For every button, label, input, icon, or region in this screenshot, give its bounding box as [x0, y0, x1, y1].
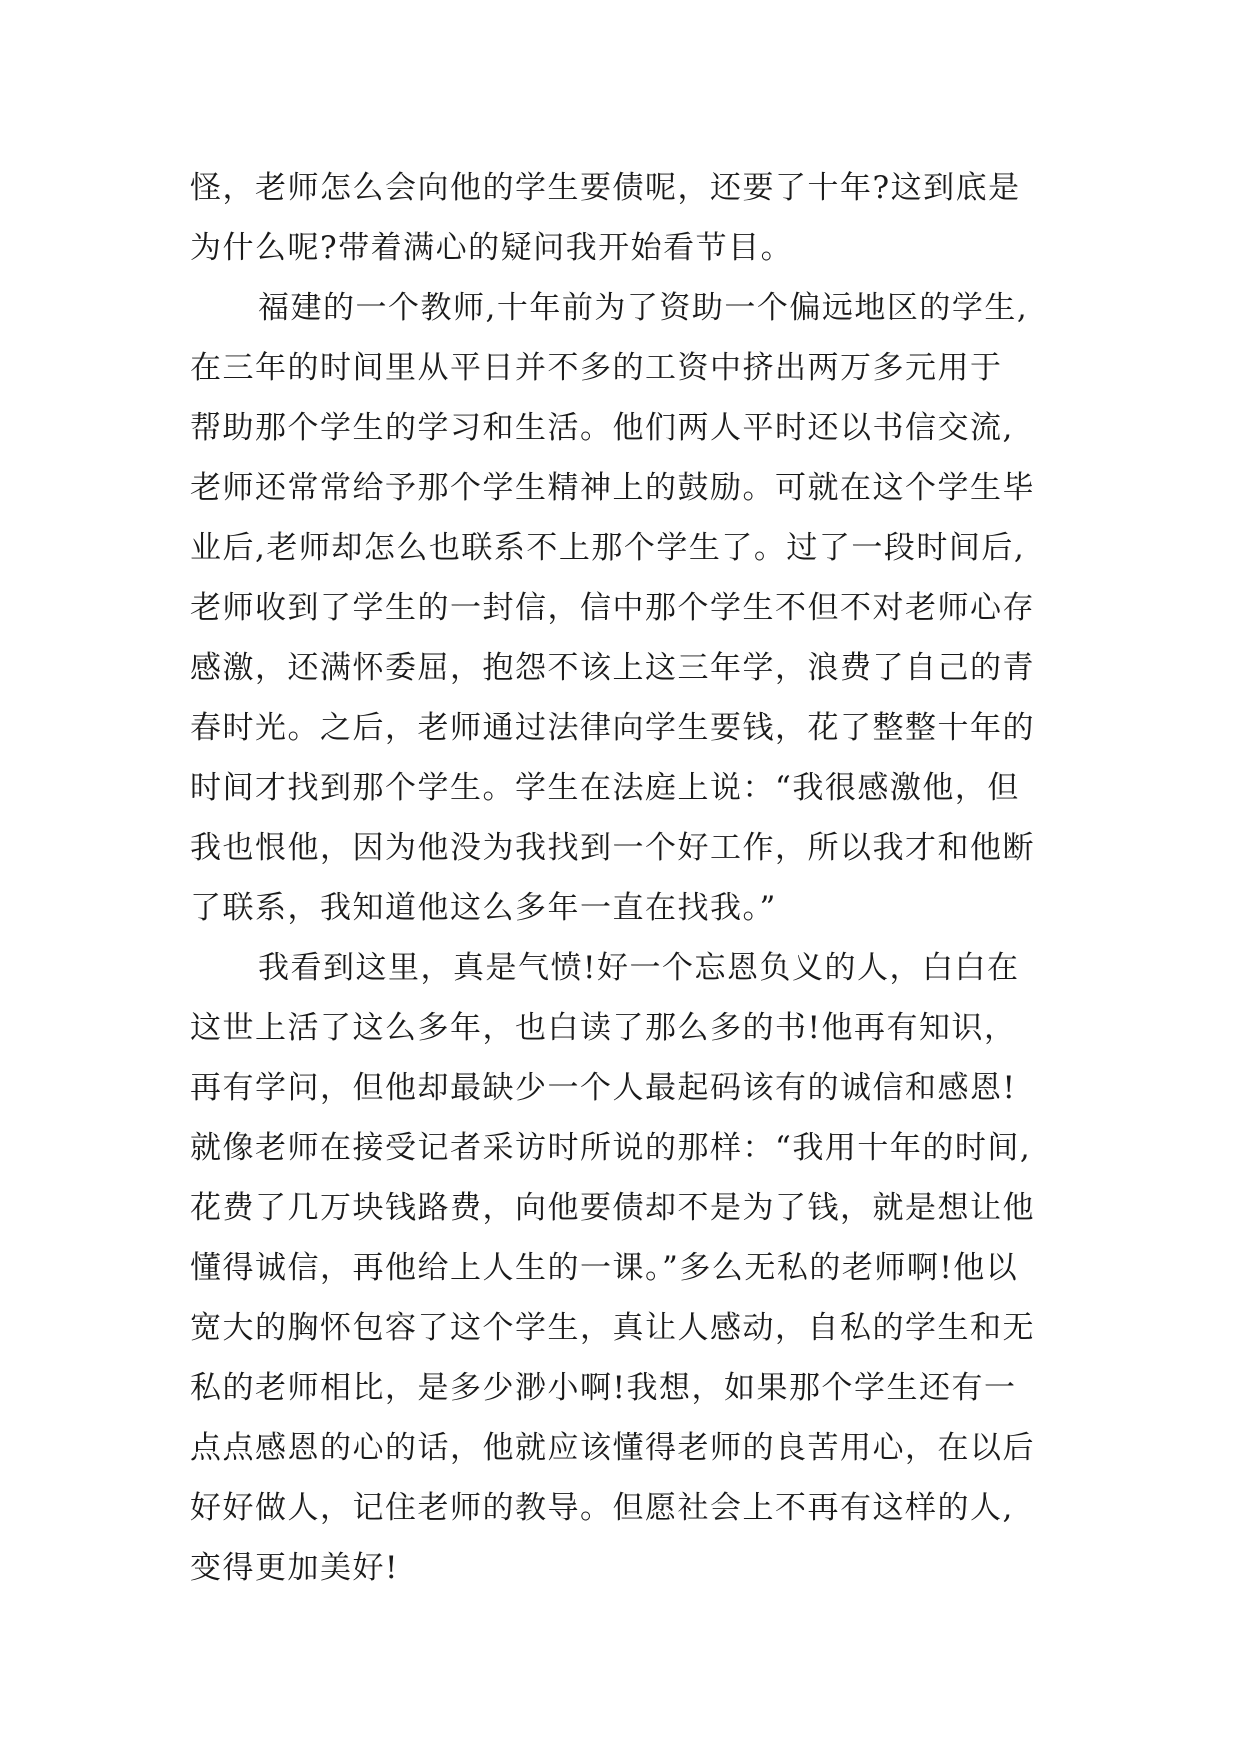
text-line: 私的老师相比，是多少渺小啊!我想，如果那个学生还有一	[190, 1370, 1017, 1406]
text-line: 这世上活了这么多年，也白读了那么多的书!他再有知识，	[190, 1010, 1017, 1046]
text-line: 帮助那个学生的学习和生活。他们两人平时还以书信交流,	[190, 410, 1014, 446]
paragraph	[190, 158, 1090, 278]
text-line: 点点感恩的心的话，他就应该懂得老师的良苦用心，在以后	[190, 1430, 1035, 1466]
text-line: 春时光。之后，老师通过法律向学生要钱，花了整整十年的	[190, 710, 1035, 746]
text-line: 宽大的胸怀包容了这个学生，真让人感动，自私的学生和无	[190, 1310, 1035, 1346]
text-line: 就像老师在接受记者采访时所说的那样：“我用十年的时间,	[190, 1130, 1032, 1166]
text-line: 变得更加美好!	[190, 1550, 399, 1586]
text-line: 业后,老师却怎么也联系不上那个学生了。过了一段时间后,	[190, 530, 1026, 566]
text-line: 懂得诚信，再他给上人生的一课。”多么无私的老师啊!他以	[190, 1250, 1019, 1286]
essay-body	[190, 158, 1090, 1598]
text-line: 为什么呢?带着满心的疑问我开始看节目。	[190, 230, 794, 266]
text-line: 老师收到了学生的一封信，信中那个学生不但不对老师心存	[190, 590, 1035, 626]
text-line: 感激，还满怀委屈，抱怨不该上这三年学，浪费了自己的青	[190, 650, 1035, 686]
paragraph	[190, 938, 1090, 1598]
text-line: 怪，老师怎么会向他的学生要债呢，还要了十年?这到底是	[190, 170, 1021, 206]
text-line: 时间才找到那个学生。学生在法庭上说：“我很感激他，但	[190, 770, 1020, 806]
text-line: 在三年的时间里从平日并不多的工资中挤出两万多元用于	[190, 350, 1003, 386]
text-line: 了联系，我知道他这么多年一直在找我。”	[190, 890, 777, 926]
text-line: 福建的一个教师,十年前为了资助一个偏远地区的学生,	[258, 290, 1029, 326]
text-line: 老师还常常给予那个学生精神上的鼓励。可就在这个学生毕	[190, 470, 1035, 506]
text-line: 我也恨他，因为他没为我找到一个好工作，所以我才和他断	[190, 830, 1035, 866]
text-line: 花费了几万块钱路费，向他要债却不是为了钱，就是想让他	[190, 1190, 1035, 1226]
text-line: 好好做人，记住老师的教导。但愿社会上不再有这样的人,	[190, 1490, 1014, 1526]
text-line: 我看到这里，真是气愤!好一个忘恩负义的人，白白在	[258, 950, 1020, 986]
text-line: 再有学问，但他却最缺少一个人最起码该有的诚信和感恩!	[190, 1070, 1017, 1106]
paragraph	[190, 278, 1090, 938]
